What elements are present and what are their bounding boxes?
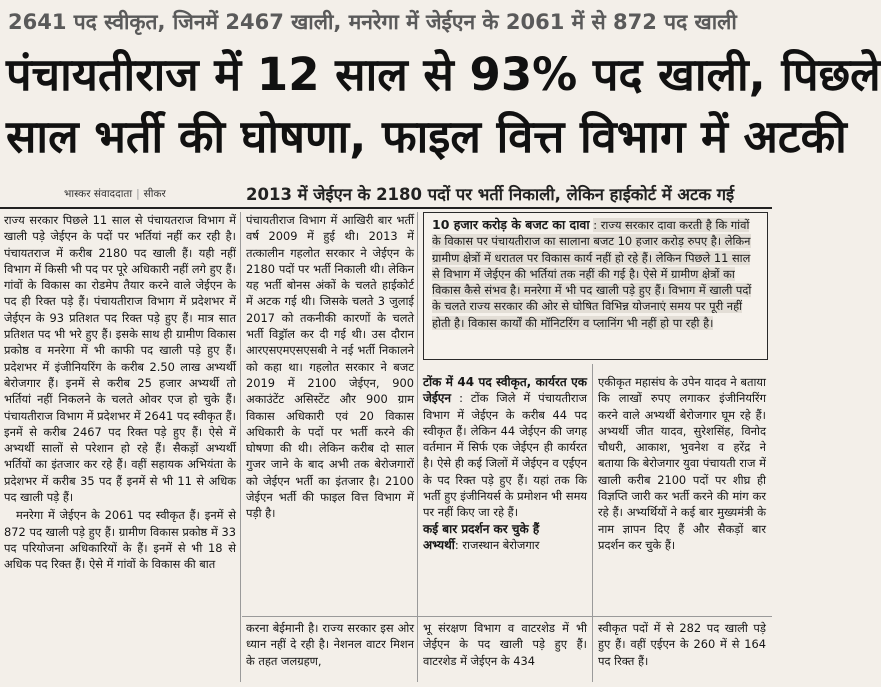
protest-text: : राजस्थान बेरोजगार	[454, 537, 540, 552]
budget-claim-box	[423, 212, 768, 360]
bottom-rule	[242, 616, 772, 617]
byline-place: सीकर	[143, 188, 166, 200]
byline-separator: |	[136, 188, 140, 200]
tonk-text: : टोंक जिले में पंचायतीराज विभाग में जेईएन के करीब 44 पद स्वीकृत हैं। लेकिन 44 जेईएन की जगह वर्तमान में सिर्फ एक जेईएन ही कार्यरत है। ऐसे ही कई जिलों में जेईएन व एईएन के पद रिक्त पड़े हुए हैं। यहां तक कि भर्ती हुए इंजीनियर्स के प्रमोशन भी समय पर नहीं किए जा रहे हैं।	[423, 391, 587, 520]
column-4	[598, 374, 766, 610]
tonk-lead: टोंक में 44 पद स्वीकृत, कार्यरत एक जेईएन	[423, 375, 587, 406]
byline-reporter: भास्कर संवाददाता	[64, 188, 133, 200]
main-headline	[6, 44, 881, 184]
bottom-text-2-content: भू संरक्षण विभाग व वाटरशेड में भी जेईएन के पद खाली पड़े हुए हैं। वाटरशेड में जेईएन के 434	[423, 621, 587, 668]
bottom-text-3	[598, 620, 766, 684]
bottom-text-1	[246, 620, 414, 684]
byline	[64, 187, 166, 203]
column-2-paragraph-1: पंचायतीराज विभाग में आखिरी बार भर्ती वर्ष 2009 में हुई थी। 2013 में तत्कालीन गहलोत सरकार ने जेईएन के 2180 पदों पर भर्ती निकाली थी। लेकिन यह भर्ती बोनस अंकों के चलते हाईकोर्ट में अटक गई थी। जिसके चलते 3 जुलाई 2017 को तकनीकी कारणों के चलते भर्ती विड्रॉल कर दी गई थी। उस दौरान आरएसएमएसएसबी ने नई भर्ती निकालने को कहा था। गहलोत सरकार ने बजट 2019 में 2100 जेईएन, 900 अकाउंटेंट असिस्टेंट और 900 ग्राम विकास अधिकारी एवं 20 विकास अधिकारी के पदों पर भर्ती करने की घोषणा की थी। लेकिन करीब दो साल गुजर जाने के बाद अभी तक बेरोजगारों को जेईएन भर्ती का इंतजार है। 2100 जेईएन भर्ती की फाइल वित्त विभाग में पड़ी है।	[246, 213, 414, 521]
bottom-text-1-content: करना बेईमानी है। राज्य सरकार इस ओर ध्यान नहीं दे रही है। नेशनल वाटर मिशन के तहत जलग्रहण,	[246, 621, 414, 668]
column-1-paragraph-2: मनरेगा में जेईएन के 2061 पद स्वीकृत हैं। इनमें से 872 पद खाली पड़े हुए हैं। ग्रामीण विकास प्रकोष्ठ में 33 पद परियोजना अधिकारियों के हैं। इनमें से भी 18 से अधिक पद रिक्त हैं। ऐसे में गांवों के विकास की बात	[4, 508, 236, 572]
protest-subhead: कई बार प्रदर्शन कर चुके हैं	[423, 521, 540, 536]
headline-line-2: साल भर्ती की घोषणा, फाइल वित्त विभाग में अटकी	[6, 110, 847, 163]
column-4-text: एकीकृत महासंघ के उपेन यादव ने बताया कि लाखों रुपए लगाकर इंजीनियरिंग करने वाले अभ्यर्थी बेरोजगार घूम रहे हैं। अभ्यर्थी जीत यादव, सुरेशसिंह, विनोद चौधरी, आकाश, भुवनेश व हरेंद्र ने बताया कि बेरोजगार युवा पंचायती राज में खाली करीब 2100 पदों पर शीघ्र ही विज्ञप्ति जारी कर भर्ती करने की मांग कर रहे हैं। अभ्यर्थियों ने कई बार मुख्यमंत्री के नाम ज्ञापन दिए हैं और सैकड़ों बार प्रदर्शन कर चुके हैं।	[598, 375, 766, 552]
column-divider-1	[240, 212, 241, 682]
subheadline: 2013 में जेईएन के 2180 पदों पर भर्ती निकाली, लेकिन हाईकोर्ट में अटक गई	[246, 185, 735, 204]
bottom-text-2	[423, 620, 587, 684]
column-divider-2	[417, 212, 418, 682]
column-2	[246, 212, 414, 608]
protest-label: अभ्यर्थी	[423, 537, 455, 552]
column-3	[423, 374, 587, 614]
column-divider-3	[592, 364, 593, 682]
column-1	[4, 212, 236, 616]
bottom-text-3-content: स्वीकृत पदों में से 282 पद खाली पड़े हुए हैं। वहीं एईएन के 260 में से 164 पद रिक्त हैं।	[598, 621, 766, 668]
headline-line-1: पंचायतीराज में 12 साल से 93% पद खाली, पिछले	[6, 48, 881, 101]
header-rule	[0, 207, 772, 209]
kicker-headline: 2641 पद स्वीकृत, जिनमें 2467 खाली, मनरेगा में जेईएन के 2061 में से 872 पद खाली	[8, 10, 737, 34]
box-text: : राज्य सरकार दावा करती है कि गांवों के विकास पर पंचायतीराज का सालाना बजट 10 हजार करोड़ रुपए है। लेकिन ग्रामीण क्षेत्रों में धरातल पर विकास कार्य नहीं हो रहे हैं। लेकिन पिछले 11 साल से विभाग में जेईएन की भर्तियां तक नहीं की गई है। ऐसे में ग्रामीण क्षेत्रों का विकास कैसे संभव है। मनरेगा में भी पद खाली पड़े हुए हैं। विभाग में खाली पदों के चलते राज्य सरकार की ओर से घोषित विभिन्न योजनाएं समय पर पूरी नहीं होती है। विकास कार्यों की मॉनिटरिंग व प्लानिंग भी नहीं हो पा रही है।	[432, 218, 752, 330]
box-lead: 10 हजार करोड़ के बजट का दावा	[432, 217, 590, 232]
column-1-paragraph-1: राज्य सरकार पिछले 11 साल से पंचायतराज विभाग में खाली पड़े जेईएन के पदों पर भर्तियां नहीं कर रही है। पंचायतराज में करीब 2180 पद खाली हैं। यही नहीं विभाग में किसी भी पद पर पूरे अधिकारी नहीं लगे हुए हैं। गांवों के विकास का रोडमेप तैयार करने वाले जेईएन के पद ही रिक्त पड़े हैं। पंचायतीराज विभाग में प्रदेशभर में जेईएन के 93 प्रतिशत पद रिक्त पड़े हुए हैं। मात्र सात प्रतिशत पद भी भरे हुए हैं। इसके साथ ही ग्रामीण विकास प्रकोष्ठ व मनरेगा में भी काफी पद खाली पड़े हुए हैं। प्रदेशभर में इंजीनियरिंग के करीब 2.50 लाख अभ्यर्थी बेरोजगार हैं। इनमें से करीब 25 हजार अभ्यर्थी तो भर्तियां नहीं निकलने के चलते ओवर एज हो चुके हैं। पंचायतीराज विभाग में प्रदेशभर में 2641 पद स्वीकृत हैं। इनमें से करीब 2467 पद रिक्त पड़े हुए हैं। ऐसे में अभ्यर्थी सालों से परेशान हो रहे हैं। सैकड़ों अभ्यर्थी भर्तियों का इंतजार कर रहे हैं। वहीं सहायक अभियंता के प्रदेशभर में करीब 35 पद हैं इनमें से भी 11 से अधिक पद खाली पड़े हैं।	[4, 213, 236, 505]
